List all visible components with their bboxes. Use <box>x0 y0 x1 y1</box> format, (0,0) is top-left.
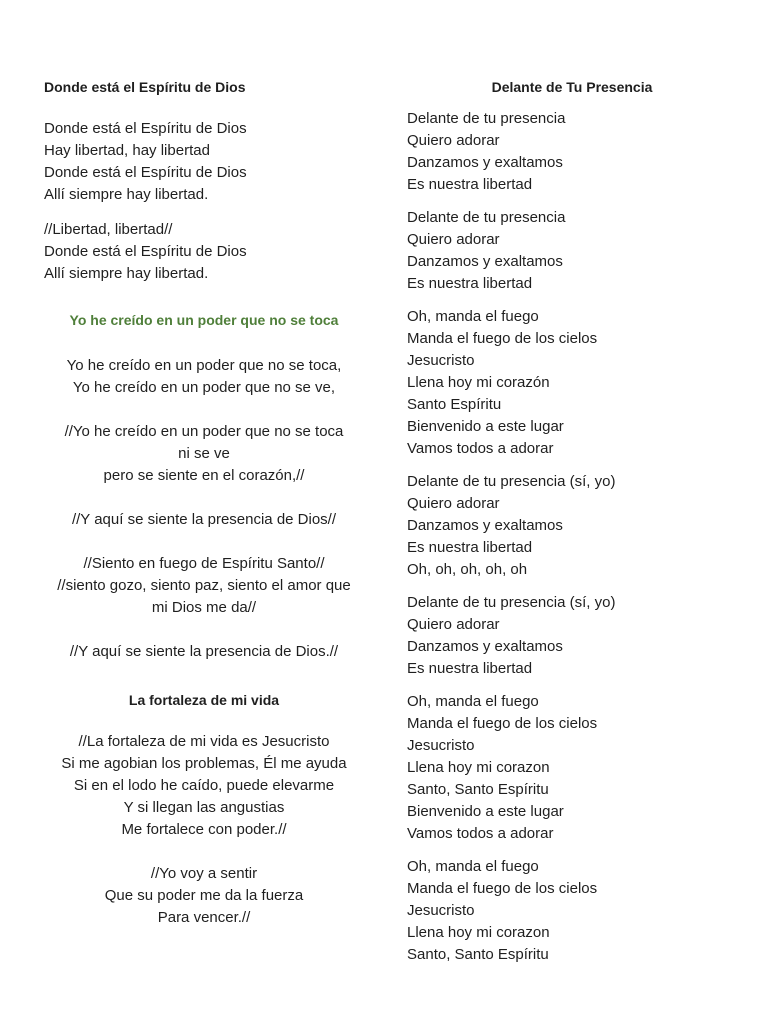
lyric-line: //Y aquí se siente la presencia de Dios.// <box>69 643 339 660</box>
lyric-line: Allí siempre hay libertad. <box>44 265 209 282</box>
lyric-line: Bienvenido a este lugar <box>407 803 564 820</box>
lyric-line: Llena hoy mi corazon <box>407 924 550 941</box>
lyric-line: Si en el lodo he caído, puede elevarme <box>73 777 335 794</box>
lyric-line: pero se siente en el corazón,// <box>103 467 305 484</box>
lyric-line: Es nuestra libertad <box>407 539 533 556</box>
stanza <box>407 691 737 845</box>
lyric-line: Vamos todos a adorar <box>407 440 554 457</box>
stanza <box>44 421 364 487</box>
lyric-line: Oh, manda el fuego <box>407 308 539 325</box>
lyric-line: Es nuestra libertad <box>407 660 533 677</box>
lyric-line: Oh, manda el fuego <box>407 693 539 710</box>
lyric-line: Delante de tu presencia (sí, yo) <box>407 473 616 490</box>
lyric-line: Danzamos y exaltamos <box>407 253 563 270</box>
lyric-line: //siento gozo, siento paz, siento el amor que <box>57 577 351 594</box>
stanza <box>44 509 364 531</box>
stanza <box>407 592 737 680</box>
lyric-line: Jesucristo <box>407 352 475 369</box>
stanza <box>407 306 737 460</box>
song-title-fortaleza: La fortaleza de mi vida <box>128 692 280 708</box>
stanza <box>407 207 737 295</box>
lyric-line: Santo, Santo Espíritu <box>407 781 549 798</box>
lyric-line: Yo he creído en un poder que no se toca, <box>66 357 342 374</box>
lyric-line: //La fortaleza de mi vida es Jesucristo <box>78 733 330 750</box>
lyric-line: Allí siempre hay libertad. <box>44 186 209 203</box>
lyric-line: Manda el fuego de los cielos <box>407 880 598 897</box>
stanza <box>44 863 364 929</box>
stanza <box>44 731 364 841</box>
lyric-line: Santo, Santo Espíritu <box>407 946 549 963</box>
lyric-line: Danzamos y exaltamos <box>407 638 563 655</box>
lyric-line: Delante de tu presencia <box>407 209 566 226</box>
stanza <box>407 471 737 581</box>
lyric-line: Bienvenido a este lugar <box>407 418 564 435</box>
lyric-line: Si me agobian los problemas, Él me ayuda <box>61 755 347 772</box>
lyric-line: Jesucristo <box>407 737 475 754</box>
lyric-line: Llena hoy mi corazón <box>407 374 550 391</box>
lyric-line: Quiero adorar <box>407 616 500 633</box>
lyric-line: Manda el fuego de los cielos <box>407 715 598 732</box>
lyric-line: Santo Espíritu <box>407 396 502 413</box>
stanza <box>44 219 364 285</box>
lyric-line: Es nuestra libertad <box>407 275 533 292</box>
song-title-donde-esta: Donde está el Espíritu de Dios <box>44 79 246 95</box>
lyric-line: Hay libertad, hay libertad <box>44 142 210 159</box>
lyric-line: //Yo voy a sentir <box>150 865 258 882</box>
song-title-yo-he-creido: Yo he creído en un poder que no se toca <box>69 312 339 328</box>
lyric-line: Danzamos y exaltamos <box>407 154 563 171</box>
lyric-line: mi Dios me da// <box>151 599 257 616</box>
stanza <box>44 641 364 663</box>
song-title-delante: Delante de Tu Presencia <box>491 79 653 95</box>
lyric-line: Me fortalece con poder.// <box>121 821 287 838</box>
lyric-line: Oh, manda el fuego <box>407 858 539 875</box>
lyric-line: Que su poder me da la fuerza <box>104 887 304 904</box>
lyric-line: Danzamos y exaltamos <box>407 517 563 534</box>
lyric-line: Y si llegan las angustias <box>123 799 285 816</box>
stanza <box>407 856 737 966</box>
lyric-line: Donde está el Espíritu de Dios <box>44 120 247 137</box>
lyric-line: //Libertad, libertad// <box>44 221 173 238</box>
stanza <box>44 355 364 399</box>
lyric-line: Manda el fuego de los cielos <box>407 330 598 347</box>
right-column <box>407 76 737 966</box>
lyric-line: Delante de tu presencia (sí, yo) <box>407 594 616 611</box>
lyric-line: Jesucristo <box>407 902 475 919</box>
lyric-line: Quiero adorar <box>407 495 500 512</box>
lyric-line: //Yo he creído en un poder que no se toca <box>64 423 344 440</box>
stanza <box>44 553 364 619</box>
lyric-line: ni se ve <box>178 445 230 462</box>
lyric-line: //Y aquí se siente la presencia de Dios// <box>71 511 337 528</box>
lyric-line: //Siento en fuego de Espíritu Santo// <box>83 555 325 572</box>
lyric-line: Delante de tu presencia <box>407 110 566 127</box>
lyric-line: Donde está el Espíritu de Dios <box>44 164 247 181</box>
lyric-line: Para vencer.// <box>157 909 251 926</box>
lyric-line: Oh, oh, oh, oh, oh <box>407 561 528 578</box>
lyric-line: Quiero adorar <box>407 231 500 248</box>
lyric-line: Vamos todos a adorar <box>407 825 554 842</box>
lyric-line: Yo he creído en un poder que no se ve, <box>72 379 336 396</box>
left-column <box>44 76 364 929</box>
lyric-line: Llena hoy mi corazon <box>407 759 550 776</box>
stanza <box>407 108 737 196</box>
lyric-line: Quiero adorar <box>407 132 500 149</box>
lyric-line: Donde está el Espíritu de Dios <box>44 243 247 260</box>
stanza <box>44 118 364 206</box>
lyric-line: Es nuestra libertad <box>407 176 533 193</box>
